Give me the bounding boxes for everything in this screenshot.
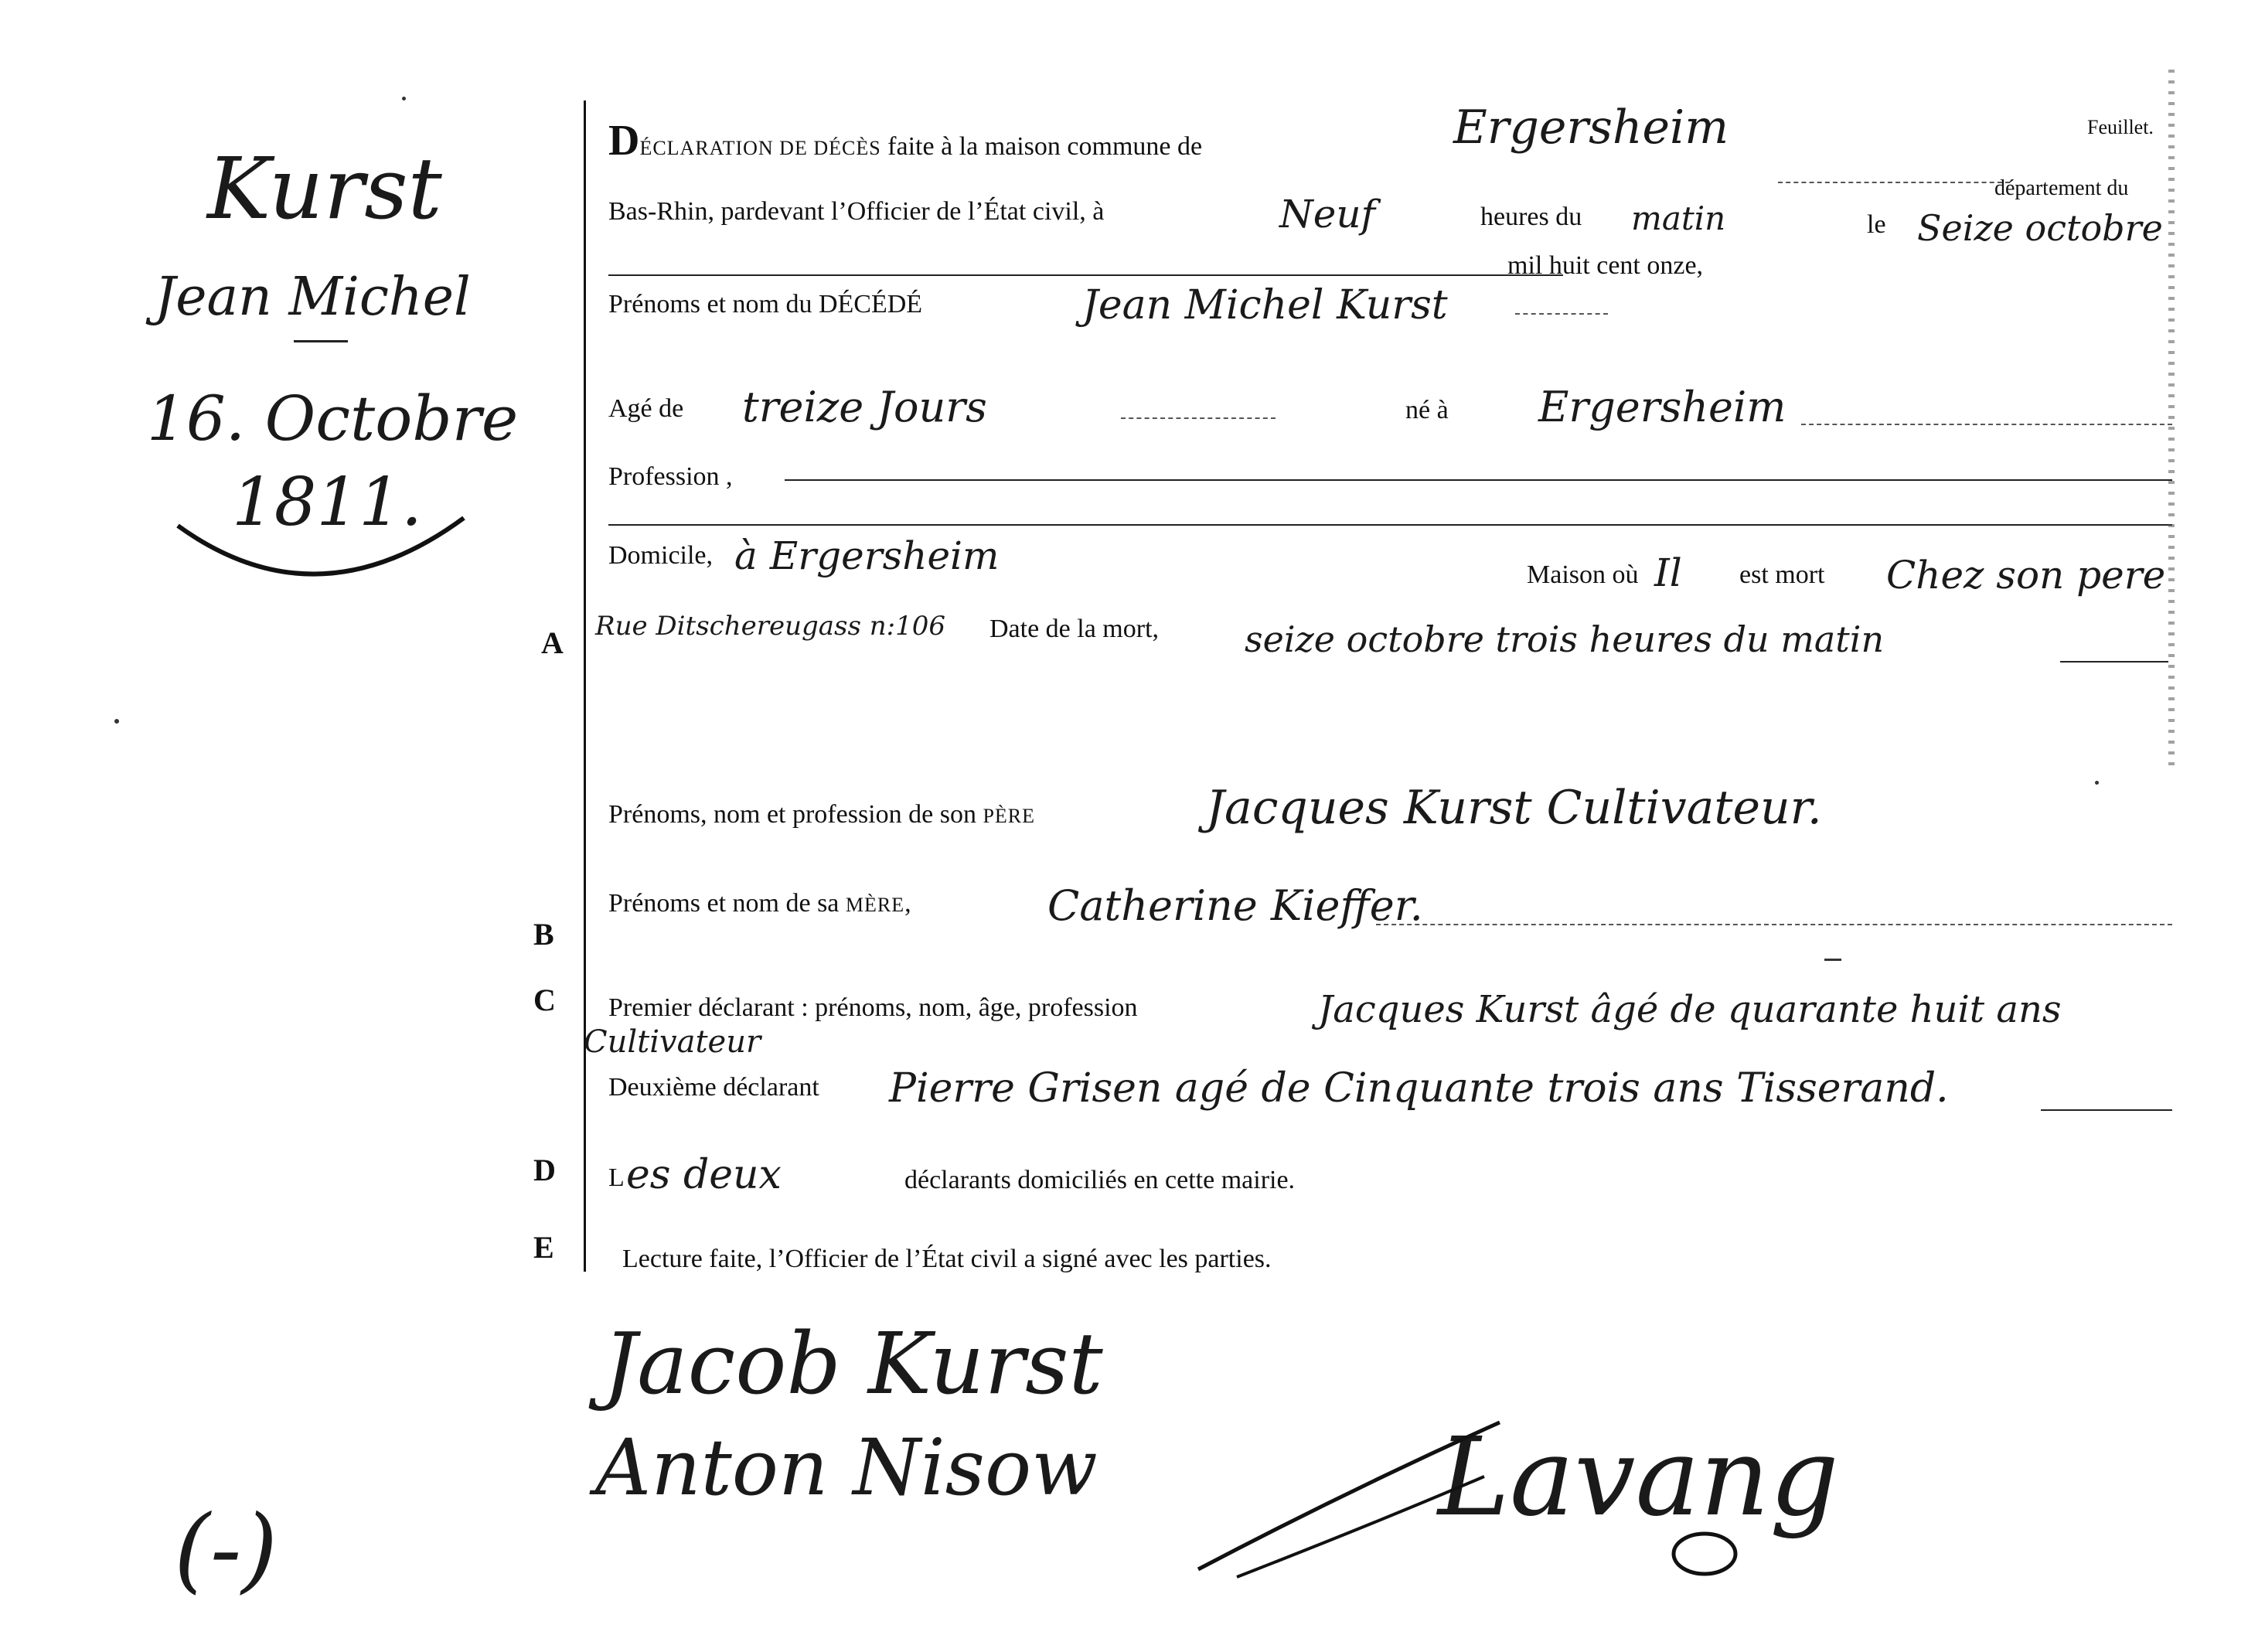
domicile-handwritten: à Ergersheim: [734, 533, 1000, 578]
house-handwritten: Chez son pere: [1886, 553, 2166, 598]
side-letter-b: B: [533, 917, 554, 952]
side-letter-d: D: [533, 1153, 556, 1187]
declarant-2-label: Deuxième déclarant: [608, 1073, 819, 1102]
heading-line-2-c: le: [1867, 210, 1886, 239]
deceased-label: Prénoms et nom du DÉCÉDÉ: [608, 290, 923, 318]
signature-1-line-1: Jacob Kurst: [603, 1314, 1103, 1413]
both-label: déclarants domiciliés en cette mairie.: [904, 1166, 1296, 1194]
heading-line-2-b: heures du: [1480, 203, 1582, 231]
margin-date: 16. Octobre: [147, 383, 519, 455]
heading-line-3: mil huit cent onze,: [1507, 251, 1704, 280]
death-date-handwritten: seize octobre trois heures du matin: [1245, 618, 1885, 660]
born-label: né à: [1405, 396, 1449, 424]
department-label: département du: [1994, 176, 2129, 200]
father-label: [608, 800, 1035, 829]
father-label-pere: PÈRE: [983, 805, 1036, 827]
born-dash: [1801, 424, 2172, 425]
signature-1-line-2: Anton Nisow: [595, 1422, 1098, 1513]
initial-capital: D: [608, 117, 640, 165]
death-date-label: Date de la mort,: [989, 615, 1160, 643]
heading-declaration: ÉCLARATION DE DÉCÈS: [639, 137, 881, 159]
margin-given-names: Jean Michel: [155, 267, 471, 328]
side-letter-c: C: [533, 983, 556, 1017]
deceased-dash: [1515, 313, 1608, 315]
margin-year: 1811.: [232, 464, 423, 541]
profession-rule-2: [608, 524, 2172, 526]
margin-surname: Kurst: [207, 139, 442, 238]
commune-handwritten: Ergersheim: [1453, 100, 1729, 155]
profession-label: Profession ,: [608, 462, 733, 491]
mother-dash: [1376, 924, 2172, 925]
declarant-1-handwritten: Jacques Kurst âgé de quarante huit ans: [1318, 988, 2062, 1031]
margin-underline: [294, 340, 348, 342]
closing-statement: Lecture faite, l’Officier de l’État civil a signé avec les parties.: [622, 1245, 1272, 1273]
age-handwritten: treize Jours: [742, 383, 987, 431]
hour-handwritten: Neuf: [1279, 192, 1376, 237]
side-letter-e: E: [533, 1230, 554, 1265]
period-handwritten: matin: [1631, 199, 1726, 237]
margin-flourish: [170, 510, 472, 595]
mother-label-text: Prénoms et nom de sa: [608, 889, 840, 918]
commune-dash: [1778, 182, 2010, 183]
mother-label-mere: MÈRE: [845, 894, 905, 916]
age-label: Agé de: [608, 394, 684, 423]
line-3-rule: [608, 274, 1563, 276]
signature-2-stroke: [1190, 1407, 1515, 1585]
scan-speck: [2095, 781, 2099, 785]
signature-2-loop: [1662, 1523, 1747, 1585]
profession-rule: [785, 479, 2172, 481]
born-handwritten: Ergersheim: [1538, 383, 1786, 431]
scan-speck: [1824, 959, 1841, 961]
declarant-1-label: Premier déclarant : prénoms, nom, âge, profession: [608, 993, 1138, 1022]
age-dash: [1121, 417, 1276, 419]
house-label-a: Maison où: [1527, 560, 1639, 589]
side-letter-a: A: [541, 625, 564, 660]
house-pronoun-handwritten: Il: [1654, 550, 1682, 595]
deceased-handwritten: Jean Michel Kurst: [1082, 282, 1448, 329]
death-date-rule: [2060, 661, 2168, 663]
declarant-1-continuation: Cultivateur: [584, 1024, 761, 1060]
mother-handwritten: Catherine Kieffer.: [1047, 881, 1423, 930]
declarant-2-rule: [2041, 1109, 2172, 1111]
corner-mark: (-): [174, 1496, 278, 1603]
father-label-text: Prénoms, nom et profession de son: [608, 800, 976, 829]
house-label-b: est mort: [1739, 560, 1825, 589]
father-handwritten: Jacques Kurst Cultivateur.: [1206, 781, 1822, 835]
form-left-rule: [584, 100, 586, 1272]
heading-line-2-a: Bas-Rhin, pardevant l’Officier de l’État civil, à: [608, 197, 1105, 226]
date-handwritten: Seize octobre: [1917, 207, 2163, 249]
domicile-label: Domicile,: [608, 541, 714, 570]
both-prefix: L: [608, 1163, 625, 1192]
mother-label-comma: ,: [904, 889, 911, 918]
both-handwritten: es deux: [626, 1152, 782, 1198]
declarant-2-handwritten: Pierre Grisen agé de Cinquante trois ans Tisserand.: [889, 1065, 1949, 1112]
signature-2: Lavang: [1438, 1415, 1839, 1541]
sheet-label: Feuillet.: [2087, 116, 2154, 138]
scan-speck: [114, 719, 119, 724]
scan-speck: [402, 97, 406, 100]
heading-continuation: faite à la maison commune de: [880, 132, 1203, 161]
mother-label: [608, 889, 911, 918]
heading-line-1: [608, 116, 1202, 165]
street-handwritten: Rue Ditschereugass n:106: [595, 611, 945, 642]
scan-edge-noise: [2168, 70, 2175, 765]
